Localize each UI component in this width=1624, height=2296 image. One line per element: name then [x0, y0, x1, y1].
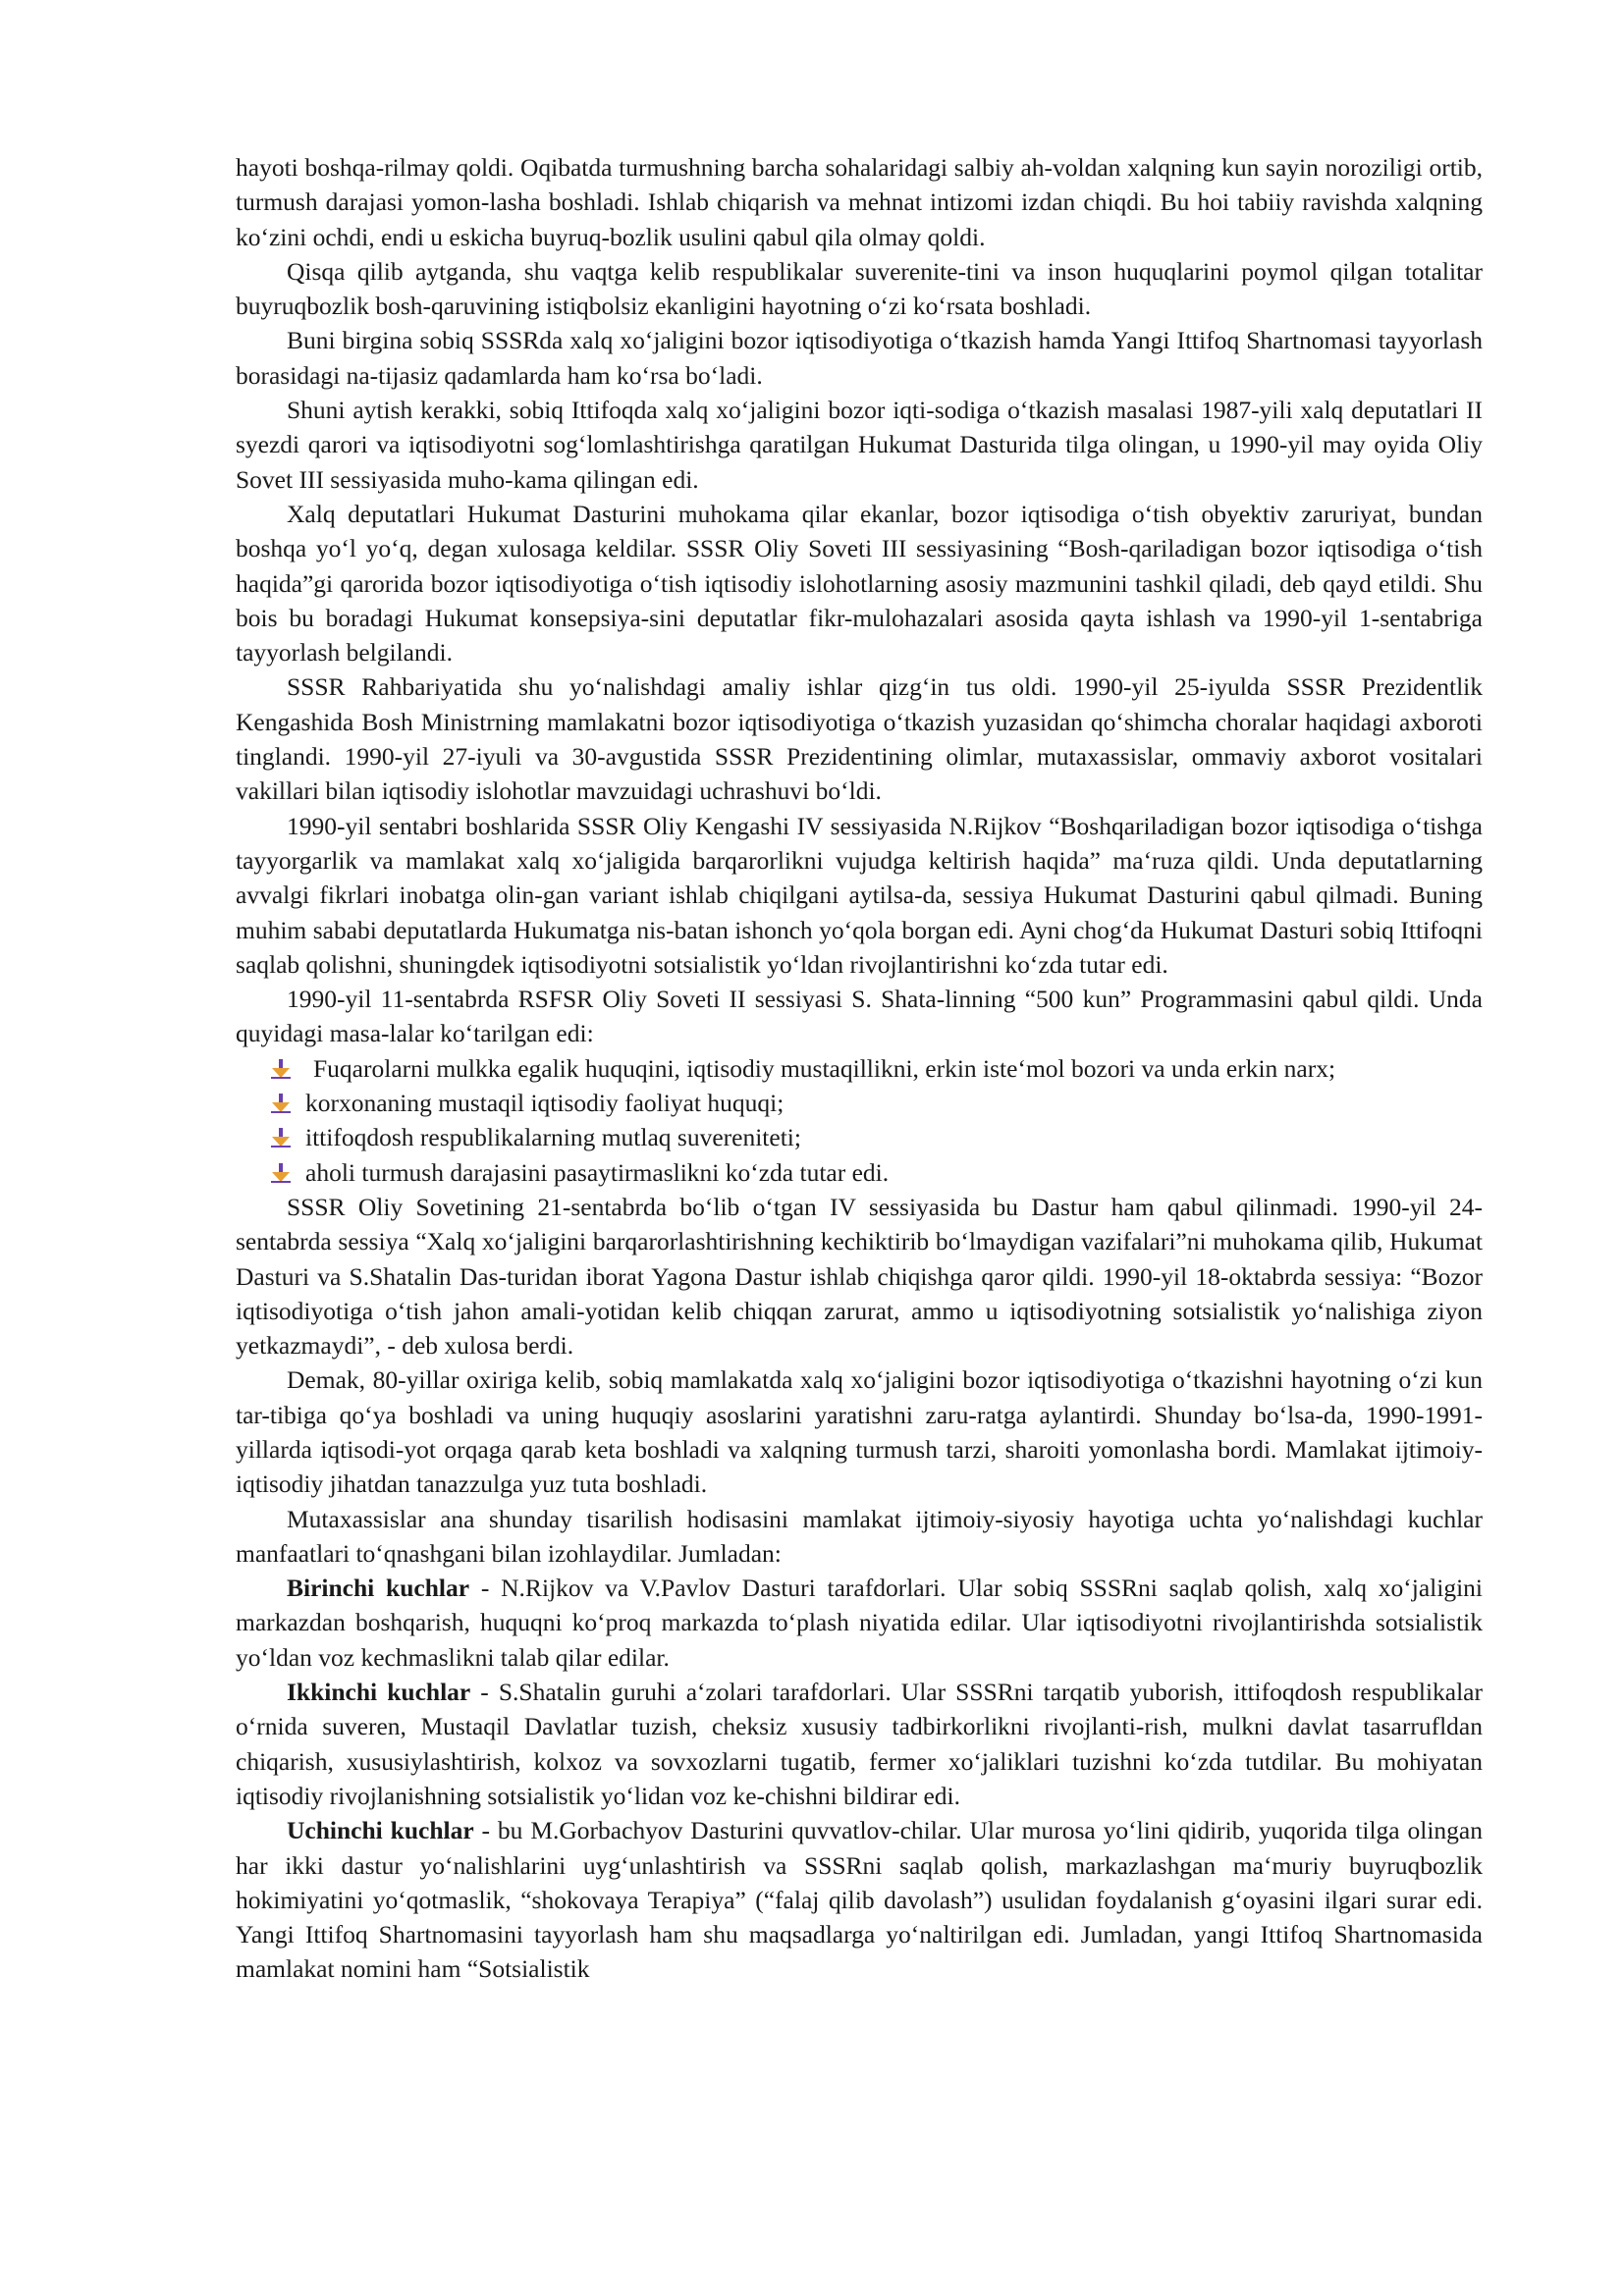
second-forces-text: - S.Shatalin guruhi a‘zolari tarafdorlari. Ular SSSRni tarqatib yuborish, ittifoqdosh respublikalar o‘rnida suveren, Mustaqil Davlatlar tuzish, cheksiz xususiy tadbirkorlikni rivojlanti-rish, mulkni davlat tasarrufldan chiqarish, xususiylashtirish, kolxoz va sovxozlarni tugatib, fermer xo‘jaliklari tuzishni ko‘zda tutdilar. Bu mohiyatan iqtisodiy rivojlanishning sotsialistik yo‘lidan voz ke-chishni bildirar edi. [236, 1678, 1483, 1810]
arrow-down-bullet-icon [270, 1162, 292, 1184]
bullet-item [236, 1120, 1483, 1154]
paragraph-6: SSSR Rahbariyatida shu yo‘nalishdagi amaliy ishlar qizg‘in tus oldi. 1990-yil 25-iyulda SSSR Prezidentlik Kengashida Bosh Ministrning mamlakatni bozor iqtisodiyotiga o‘tkazish yuzasidan qo‘shimcha choralar haqidagi axboroti tinglandi. 1990-yil 27-iyuli va 30-avgustida SSSR Prezidentining olimlar, mutaxassislar, ommaviy axborot vositalari vakillari bilan iqtisodiy islohotlar mavzuidagi uchrashuvi bo‘ldi. [236, 672, 1483, 806]
first-forces-text: - N.Rijkov va V.Pavlov Dasturi tarafdorlari. Ular sobiq SSSRni saqlab qolish, xalq xo‘jaligini markazdan boshqarish, huquqni ko‘proq markazda to‘plash niyatida edilar. Ular iqtisodiyotni rivojlantirishda sotsialistik yo‘ldan voz kechmaslikni talab qilar edilar. [236, 1574, 1484, 1672]
bullet-item [236, 1155, 1483, 1190]
second-forces-heading: Ikkinchi kuchlar [287, 1678, 471, 1707]
bullet-list [236, 1051, 1483, 1190]
paragraph-5: Xalq deputatlari Hukumat Dasturini muhokama qilar ekanlar, bozor iqtisodiga o‘tish obyektiv zaruriyat, bundan boshqa yo‘l yo‘q, degan xulosaga keldilar. SSSR Oliy Soveti III sessiyasining “Bosh-qariladigan bozor iqtisodiga o‘tish haqida”gi qarorida bozor iqtisodiyotiga o‘tish iqtisodiy islohotlarning asosiy mazmunini tashkil qiladi, deb qayd etildi. Shu bois bu boradagi Hukumat konsepsiya-sini deputatlar fikr-mulohazalari asosida qayta ishlash va 1990-yil 1-sentabriga tayyorlash belgilandi. [236, 499, 1483, 667]
bullet-text: aholi turmush darajasini pasaytirmaslikni ko‘zda tutar edi. [305, 1157, 890, 1187]
bullet-item [236, 1051, 1483, 1086]
paragraph-2: Qisqa qilib aytganda, shu vaqtga kelib respublikalar suverenite-tini va inson huquqlarini poymol qilgan totalitar buyruqbozlik bosh-qaruvining istiqbolsiz ekanligini hayotning o‘zi ko‘rsata boshladi. [236, 256, 1483, 321]
paragraph-10: Demak, 80-yillar oxiriga kelib, sobiq mamlakatda xalq xo‘jaligini bozor iqtisodiyotiga o‘tkazishni hayotning o‘zi kun tar-tibiga qo‘ya boshladi va uning huquqiy asoslarini yaratishni zaru-ratga aylantirdi. Shunday bo‘lsa-da, 1990-1991-yillarda iqtisodi-yot orqaga qarab keta boshladi va xalqning turmush tarzi, sharoiti yomonlasha bordi. Mamlakat ijtimoiy-iqtisodiy jihatdan tanazzulga yuz tuta boshladi. [236, 1365, 1483, 1499]
paragraph-1: hayoti boshqa-rilmay qoldi. Oqibatda turmushning barcha sohalaridagi salbiy ah-voldan xalqning kun sayin noroziligi ortib, turmush darajasi yomon-lasha boshladi. Ishlab chiqarish va mehnat intizomi izdan chiqdi. Bu hoi tabiiy ravishda xalqning ko‘zini ochdi, endi u eskicha buyruq-bozlik usulini qabul qila olmay qoldi. [236, 153, 1483, 251]
bullet-text: ittifoqdosh respublikalarning mutlaq suvereniteti; [305, 1123, 801, 1152]
second-forces-paragraph [236, 1675, 1483, 1813]
paragraph-9: SSSR Oliy Sovetining 21-sentabrda bo‘lib o‘tgan IV sessiyasida bu Dastur ham qabul qilinmadi. 1990-yil 24-sentabrda sessiya “Xalq xo‘jaligini barqarorlashtirishning kechiktirib bo‘lmaydigan vazifalari”ni muhokama qilib, Hukumat Dasturi va S.Shatalin Das-turidan iborat Yagona Dastur ishlab chiqishga qaror qildi. 1990-yil 18-oktabrda sessiya: “Bozor iqtisodiyotiga o‘tish jahon amali-yotidan kelib chiqqan zarurat, ammo u iqtisodiyotning sotsialistik yo‘nalishiga ziyon yetkazmaydi”, - deb xulosa berdi. [236, 1192, 1483, 1361]
bullet-text: korxonaning mustaqil iqtisodiy faoliyat huquqi; [305, 1089, 785, 1118]
first-forces-paragraph [236, 1571, 1483, 1675]
arrow-down-bullet-icon [270, 1093, 292, 1114]
arrow-down-bullet-icon [270, 1127, 292, 1148]
document-page [236, 150, 1483, 1987]
first-forces-heading: Birinchi kuchlar [287, 1574, 470, 1603]
bullet-text: Fuqarolarni mulkka egalik huquqini, iqtisodiy mustaqillikni, erkin iste‘mol bozori va unda erkin narx; [313, 1053, 1336, 1083]
third-forces-text: - bu M.Gorbachyov Dasturini quvvatlov-chilar. Ular murosa yo‘lini qidirib, yuqorida tilga olingan har ikki dastur yo‘nalishlarini uyg‘unlashtirish va SSSRni saqlab qolish, markazlashgan ma‘muriy buyruqbozlik hokimiyatini yo‘qotmaslik, “shokovaya Terapiya” (“falaj qilib davolash”) usulidan foydalanish g‘oyasini ilgari surar edi. Yangi Ittifoq Shartnomasini tayyorlash ham shu maqsadlarga yo‘naltirilgan edi. Jumladan, yangi Ittifoq Shartnomasida mamlakat nomini ham “Sotsialistik [236, 1816, 1483, 1984]
third-forces-heading: Uchinchi kuchlar [287, 1816, 474, 1845]
paragraph-3: Buni birgina sobiq SSSRda xalq xo‘jaligini bozor iqtisodiyotiga o‘tkazish hamda Yangi Ittifoq Shartnomasi tayyorlash borasidagi na-tijasiz qadamlarda ham ko‘rsa bo‘ladi. [236, 326, 1483, 390]
paragraph-7: 1990-yil sentabri boshlarida SSSR Oliy Kengashi IV sessiyasida N.Rijkov “Boshqariladigan bozor iqtisodiga o‘tishga tayyorgarlik va mamlakat xalq xo‘jaligida barqarorlikni vujudga keltirish haqida” ma‘ruza qildi. Unda deputatlarning avvalgi fikrlari inobatga olin-gan variant ishlab chiqilgani aytilsa-da, sessiya Hukumat Dasturini qabul qilmadi. Buning muhim sababi deputatlarda Hukumatga nis-batan ishonch yo‘qola borgan edi. Ayni chog‘da Hukumat Dasturi sobiq Ittifoqni saqlab qolishni, shuningdek iqtisodiyotni sotsialistik yo‘ldan rivojlantirishni ko‘zda tutar edi. [236, 811, 1483, 979]
paragraph-4: Shuni aytish kerakki, sobiq Ittifoqda xalq xo‘jaligini bozor iqti-sodiga o‘tkazish masalasi 1987-yili xalq deputatlari II syezdi qarori va iqtisodiyotni sog‘lomlashtirishga qaratilgan Hukumat Dasturida tilga olingan, u 1990-yil may oyida Oliy Sovet III sessiyasida muho-kama qilingan edi. [236, 396, 1483, 494]
paragraph-8: 1990-yil 11-sentabrda RSFSR Oliy Soveti II sessiyasi S. Shata-linning “500 kun” Programmasini qabul qildi. Unda quyidagi masa-lalar ko‘tarilgan edi: [236, 985, 1483, 1048]
paragraph-11: Mutaxassislar ana shunday tisarilish hodisasini mamlakat ijtimoiy-siyosiy hayotiga uchta yo‘nalishdagi kuchlar manfaatlari to‘qnashgani bilan izohlaydilar. Jumladan: [236, 1504, 1483, 1568]
bullet-item [236, 1086, 1483, 1120]
third-forces-paragraph [236, 1813, 1483, 1986]
arrow-down-bullet-icon [270, 1058, 292, 1080]
